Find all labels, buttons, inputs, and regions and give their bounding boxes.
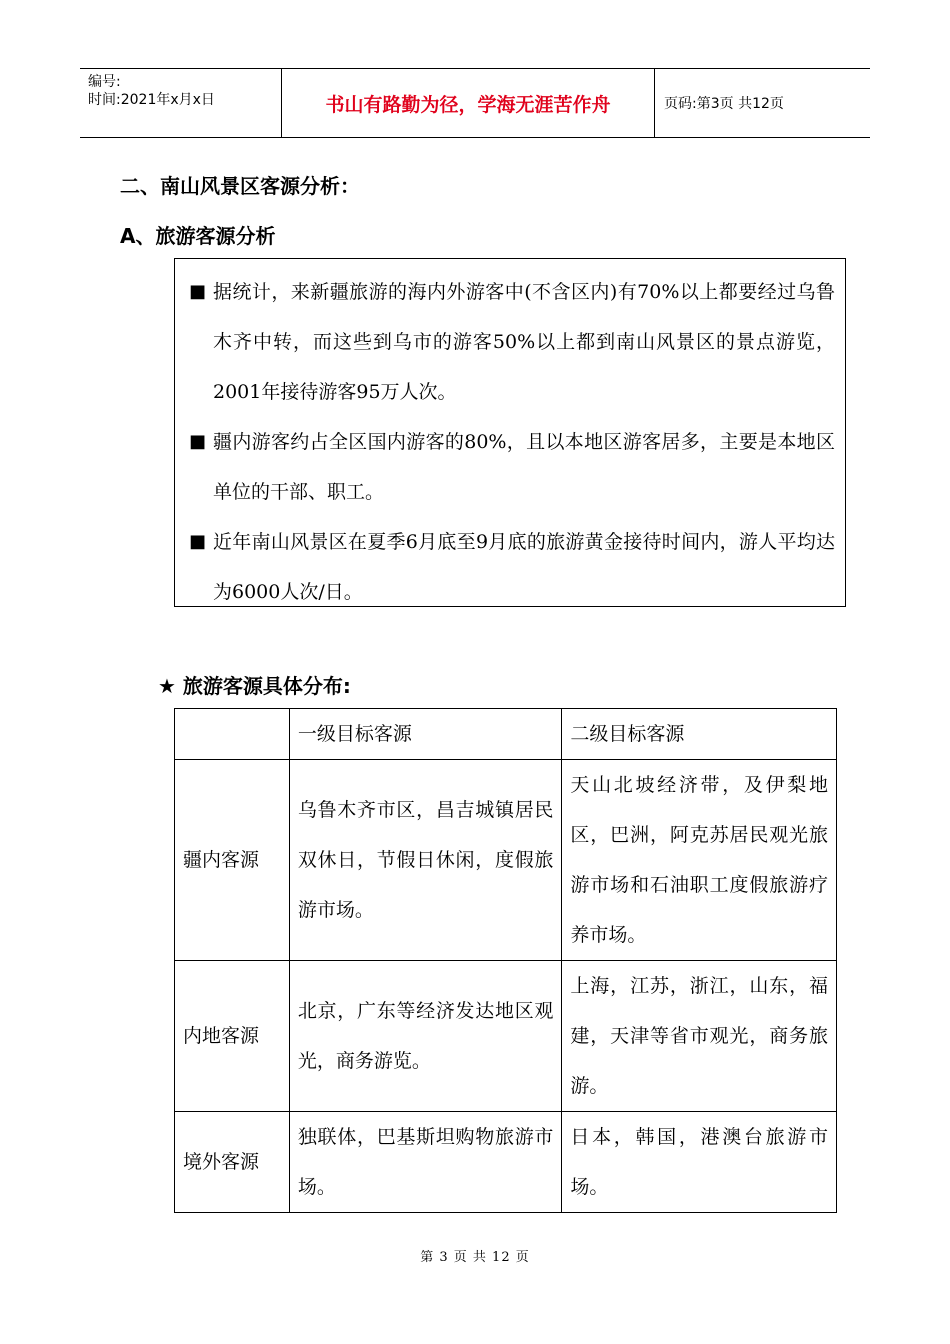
secondary-cell: 日本，韩国，港澳台旅游市场。	[562, 1112, 837, 1213]
bullet-text: 据统计，来新疆旅游的海内外游客中(不含区内)有70%以上都要经过乌鲁木齐中转，而这些到乌市的游客50%以上都到南山风景区的景点游览，2001年接待游客95万人次。	[213, 281, 835, 403]
table-row	[175, 1112, 837, 1213]
number-label: 编号:	[88, 74, 121, 90]
secondary-cell: 上海，江苏，浙江，山东，福建，天津等省市观光，商务旅游。	[562, 961, 837, 1112]
bullet-text: 疆内游客约占全区国内游客的80%，且以本地区游客居多，主要是本地区单位的干部、职工。	[213, 431, 835, 503]
row-label: 疆内客源	[175, 760, 290, 961]
header-motto: 书山有路勤为径，学海无涯苦作舟	[282, 69, 655, 137]
primary-cell: 乌鲁木齐市区，昌吉城镇居民双休日，节假日休闲，度假旅游市场。	[289, 760, 562, 961]
primary-cell: 独联体，巴基斯坦购物旅游市场。	[289, 1112, 562, 1213]
date-label: 时间:2021年x月x日	[88, 92, 215, 108]
square-bullet-icon: ■	[189, 431, 207, 452]
secondary-cell: 天山北坡经济带，及伊梨地区，巴洲，阿克苏居民观光旅游市场和石油职工度假旅游疗养市场。	[562, 760, 837, 961]
bullet-text: 近年南山风景区在夏季6月底至9月底的旅游黄金接待时间内，游人平均达为6000人次/日。	[213, 531, 835, 603]
header-page-label: 页码:第3页 共12页	[664, 96, 784, 112]
table-header-cell: 二级目标客源	[562, 709, 837, 760]
row-label: 境外客源	[175, 1112, 290, 1213]
square-bullet-icon: ■	[189, 531, 207, 552]
header-table	[80, 68, 870, 138]
table-header-row	[175, 709, 837, 760]
distribution-table	[174, 708, 837, 1213]
table-header-cell	[175, 709, 290, 760]
row-label: 内地客源	[175, 961, 290, 1112]
header-left-cell	[80, 69, 282, 137]
distribution-title: ★ 旅游客源具体分布:	[158, 674, 351, 698]
subsection-title: A、旅游客源分析	[120, 224, 276, 248]
table-row	[175, 961, 837, 1112]
bullet-item	[189, 267, 835, 417]
primary-cell: 北京，广东等经济发达地区观光，商务游览。	[289, 961, 562, 1112]
section-title: 二、南山风景区客源分析：	[120, 174, 360, 198]
page-footer: 第 3 页 共 12 页	[420, 1250, 530, 1265]
square-bullet-icon: ■	[189, 281, 207, 302]
table-row	[175, 760, 837, 961]
bullet-item	[189, 417, 835, 517]
table-header-cell: 一级目标客源	[289, 709, 562, 760]
analysis-box	[174, 258, 846, 607]
bullet-item	[189, 517, 835, 617]
